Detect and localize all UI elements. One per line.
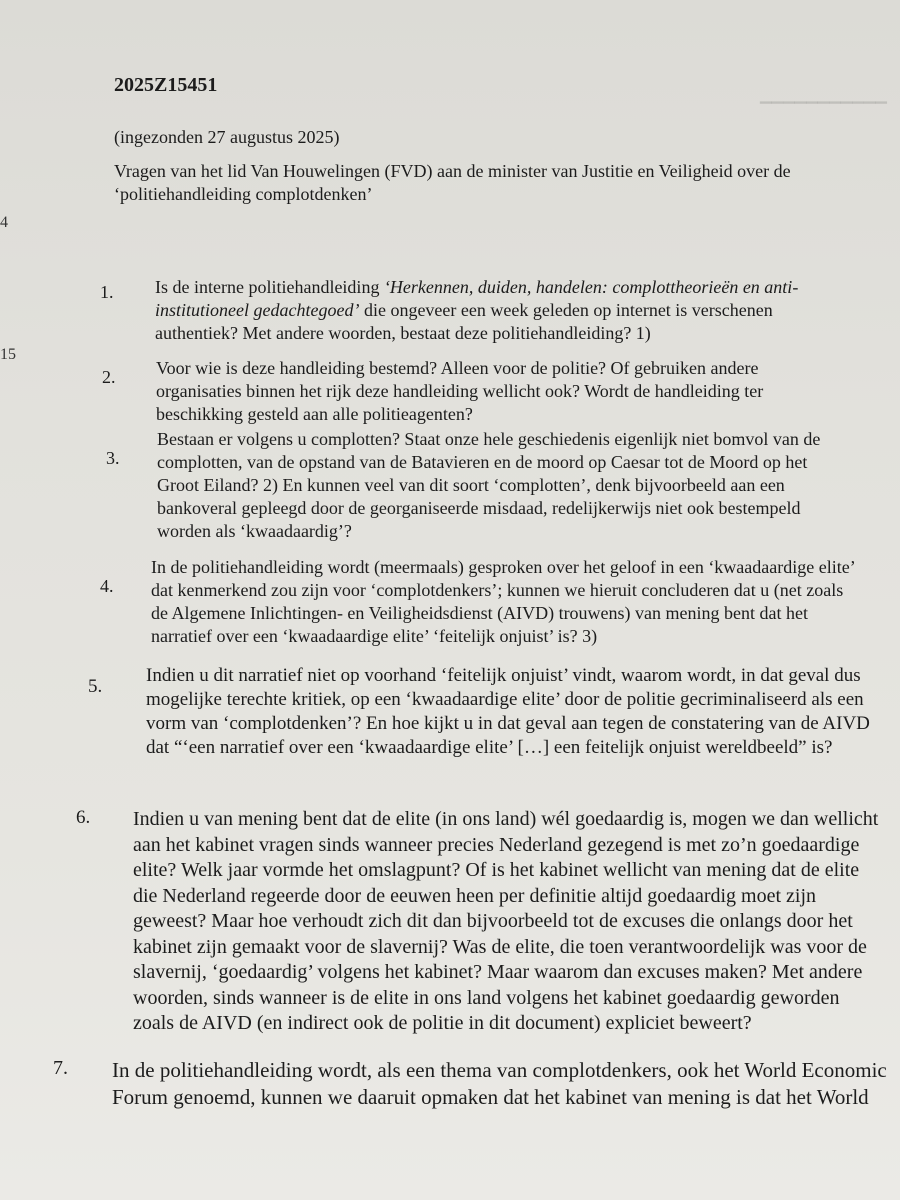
question-number: 3. <box>106 448 120 468</box>
question-text: In de politiehandleiding wordt (meermaals) gesproken over het geloof in een ‘kwaadaardige elite’ dat kenmerkend zou zijn voor ‘complotdenkers’; kunnen we hieruit concluderen dat u (net zoals de Algemene Inlichtingen- en Veiligheidsdienst (AIVD) trouwens) van mening bent dat het narratief over een ‘kwaadaardige elite’ ‘feitelijk onjuist’ is? 3) <box>151 557 855 646</box>
question-text: Bestaan er volgens u complotten? Staat onze hele geschiedenis eigenlijk niet bomvol van de complotten, van de opstand van de Batavieren en de moord op Caesar tot de Moord op het Groot Eiland? 2) En kunnen veel van dit soort ‘complotten’, denk bijvoorbeeld aan een bankoveral gepleegd door de georganiseerde misdaad, redelijkerwijs niet ook bestempeld worden als ‘kwaadaardig’? <box>157 429 821 541</box>
document-intro: Vragen van het lid Van Houwelingen (FVD) aan de minister van Justitie en Veiligheid over de ‘politiehandleiding complotdenken’ <box>114 161 791 204</box>
question-number: 4. <box>100 576 114 596</box>
question-number: 2. <box>102 367 116 387</box>
question-text: Indien u van mening bent dat de elite (in ons land) wél goedaardig is, mogen we dan wellicht aan het kabinet vragen sinds wanneer precies Nederland gezegend is met zo’n goedaardige elite? Welk jaar vormde het omslagpunt? Of is het kabinet wellicht van mening dat de elite die Nederland regeerde door de eeuwen heen per definitie altijd goedaardig moet zijn geweest? Maar hoe verhoudt zich dit dan bijvoorbeeld tot de excuses die onlangs door het kabinet zijn gemaakt voor de slavernij? Was de elite, die toen verantwoordelijk was voor de slavernij, ‘goedaardig’ volgens het kabinet? Maar waarom dan excuses maken? Met andere woorden, sinds wanneer is de elite in ons land volgens het kabinet goedaardig geworden zoals de AIVD (en indirect ook de politie in dit document) expliciet beweert? <box>133 808 879 1034</box>
margin-mark: 4 <box>0 214 8 231</box>
question-text-part: Is de interne politiehandleiding <box>155 277 384 297</box>
question-text <box>155 276 835 345</box>
question-number: 6. <box>76 807 91 828</box>
question-number: 7. <box>53 1057 68 1079</box>
question-text: Voor wie is deze handleiding bestemd? Alleen voor de politie? Of gebruiken andere organisaties binnen het rijk deze handleiding wellicht ook? Wordt de handleiding ter beschikking gesteld aan alle politieagenten? <box>156 358 764 424</box>
question-text <box>112 1057 900 1111</box>
question-number: 5. <box>88 676 103 697</box>
show-through-text: ▁▁▁▁▁▁▁▁▁▁▁ <box>760 88 887 104</box>
question-text-part: die ongeveer een week geleden op internet is verschenen authentiek? Met andere woorden, bestaat deze politiehandleiding? 1) <box>155 300 773 343</box>
margin-mark: 15 <box>0 346 16 363</box>
question-text-line: In de politiehandleiding wordt, als een thema van complotdenkers, ook het World Economic <box>112 1058 887 1082</box>
question-number: 1. <box>100 282 114 302</box>
question-text: Indien u dit narratief niet op voorhand ‘feitelijk onjuist’ vindt, waarom wordt, in dat geval dus mogelijke terechte kritiek, op een ‘kwaadaardige elite’ door de politie gecriminaliseerd als een vorm van ‘complotdenken’? En hoe kijkt u in dat geval aan tegen de constatering van de AIVD dat “‘een narratief over een ‘kwaadaardige elite’ […] een feitelijk onjuist wereldbeeld” is? <box>146 665 870 758</box>
submission-date: (ingezonden 27 augustus 2025) <box>114 127 340 147</box>
document-id: 2025Z15451 <box>114 74 218 96</box>
question-text-line: Forum genoemd, kunnen we daaruit opmaken dat het kabinet van mening is dat het World <box>112 1085 869 1109</box>
handbook-title: ‘Herkennen, duiden, handelen: complottheorieën en anti-institutioneel gedachtegoed’ <box>155 277 799 320</box>
